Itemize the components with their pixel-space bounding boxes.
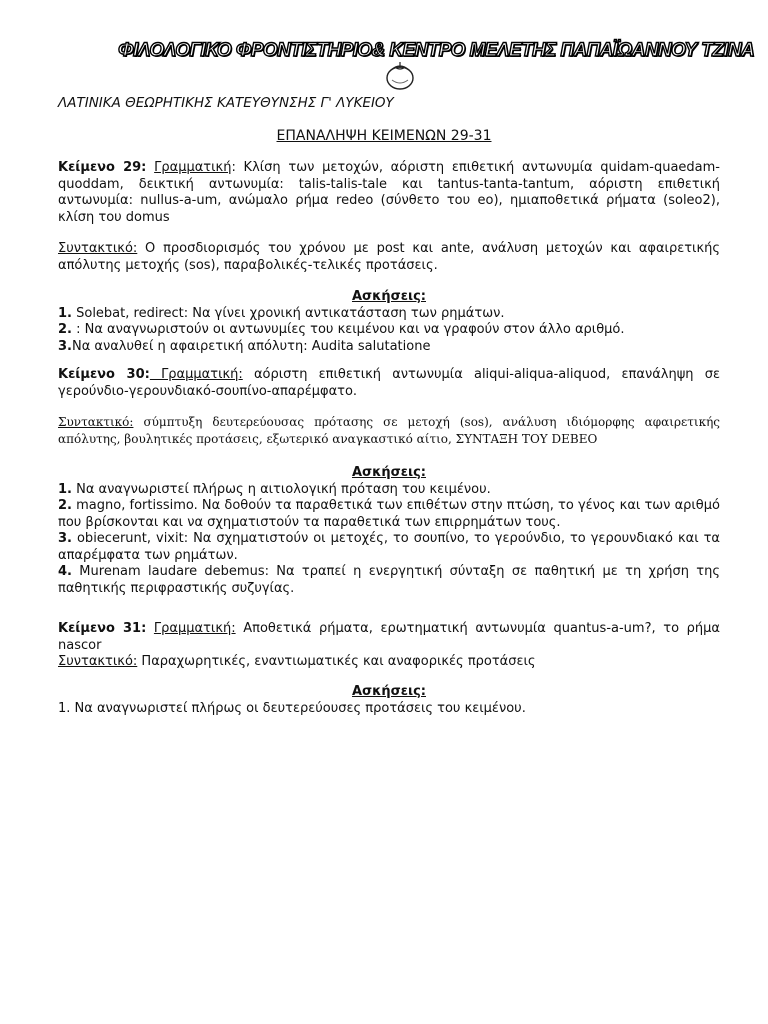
page-heading: ΕΠΑΝΑΛΗΨΗ ΚΕΙΜΕΝΩΝ 29-31	[276, 128, 492, 144]
text30-syntax-label: Συντακτικό:	[58, 415, 134, 429]
text29-syntax-text: Ο προσδιορισμός του χρόνου με post και ante, ανάλυση μετοχών και αφαιρετικής απόλυτης μετοχής (sos), παραβολικές-τελικές προτάσεις.	[58, 241, 720, 273]
text29-grammar	[58, 160, 720, 226]
text30-grammar-text: αόριστη επιθετική αντωνυμία aliqui-aliqua-aliquod, επανάληψη σε γερούνδιο-γερουνδιακό-σουπίνο-απαρέμφατο.	[58, 367, 720, 399]
course-subtitle: ΛΑΤΙΝΙΚΑ ΘΕΩΡΗΤΙΚΗΣ ΚΑΤΕΥΘΥΝΣΗΣ Γ' ΛΥΚΕΙΟΥ	[58, 95, 394, 111]
text31-syntax-label: Συντακτικό:	[58, 654, 138, 669]
text29-label: Κείμενο 29:	[58, 160, 147, 175]
text29-grammar-text: : Κλίση των μετοχών, αόριστη επιθετική αντωνυμία quidam-quaedam-quoddam, δεικτική αντωνυμία: talis-talis-tale και tantus-tanta-tantum, αόριστη επιθετική αντωνυμία: nullus-a-um, ανώμαλο ρήμα redeo (σύνθετο του eo), ημιαποθετικά ρήματα (soleo2), κλίση του domus	[58, 160, 720, 225]
banner-title: ΦΙΛΟΛΟΓΙΚΟ ΦΡΟΝΤΙΣΤΗΡΙΟ& ΚΕΝΤΡΟ ΜΕΛΕΤΗΣ ΠΑΠΑΪΩΑΝΝΟΥ ΤΖΙΝΑ	[118, 40, 755, 61]
text31-exercises-title: Ασκήσεις:	[351, 684, 426, 699]
text29-syntax-label: Συντακτικό:	[58, 241, 138, 256]
text31-grammar-text: Αποθετικά ρήματα, ερωτηματική αντωνυμία quantus-a-um?, το ρήμα nascor	[58, 621, 720, 653]
text31-grammar-label: Γραμματική:	[153, 621, 236, 636]
text31-label: Κείμενο 31:	[58, 621, 147, 636]
exercise-item: 2. magno, fortissimo. Να δοθούν τα παραθετικά των επιθέτων στην πτώση, το γένος και των αριθμό που βρίσκονται και να σχηματιστούν τα παραθετικά των επιρρημάτων τους.	[58, 498, 720, 530]
text29-exercises	[58, 289, 720, 355]
exercise-item: 3. obiecerunt, vixit: Να σχηματιστούν οι μετοχές, το σουπίνο, το γερούνδιο, το γερουνδιακό και τα απαρέμφατα των ρημάτων.	[58, 531, 720, 563]
exercise-item: 3.Να αναλυθεί η αφαιρετική απόλυτη: Audita salutatione	[58, 338, 431, 354]
text31-exercises	[58, 684, 720, 717]
text31-syntax-text: Παραχωρητικές, εναντιωματικές και αναφορικές προτάσεις	[137, 654, 536, 669]
text31-grammar	[58, 621, 720, 671]
text29-grammar-label: Γραμματική	[154, 160, 232, 175]
exercise-item: 2. : Να αναγνωριστούν οι αντωνυμίες του κειμένου και να γραφούν στον άλλο αριθμό.	[58, 322, 625, 337]
exercise-item: 4. Murenam laudare debemus: Να τραπεί η ενεργητική σύνταξη σε παθητική με τη χρήση της παθητικής περιφραστικής συζυγίας.	[58, 564, 720, 596]
text30-label: Κείμενο 30:	[58, 367, 150, 382]
text30-grammar-label: Γραμματική:	[149, 367, 243, 382]
text30-grammar	[58, 367, 720, 400]
exercise-item: 1. Solebat, redirect: Να γίνει χρονική αντικατάσταση των ρημάτων.	[58, 305, 505, 321]
text29-syntax	[58, 241, 720, 274]
exercise-item: 1. Να αναγνωριστεί πλήρως η αιτιολογική πρόταση του κειμένου.	[58, 481, 491, 497]
text30-exercises-title: Ασκήσεις:	[351, 465, 426, 480]
tomato-logo-icon	[382, 58, 418, 92]
exercise-item: 1. Να αναγνωριστεί πλήρως οι δευτερεύουσες προτάσεις του κειμένου.	[58, 700, 526, 716]
text30-syntax-text: σύμπτυξη δευτερεύουσας πρότασης σε μετοχή (sos), ανάλυση ιδιόμορφης αφαιρετικής απόλυτης, βουλητικές προτάσεις, εξωτερικό αναγκαστικό αίτιο, ΣΥΝΤΑΞΗ ΤΟΥ DEBEO	[58, 415, 720, 446]
text30-syntax	[58, 414, 720, 448]
text29-exercises-title: Ασκήσεις:	[351, 289, 426, 304]
text31-syntax	[58, 654, 720, 671]
text30-exercises	[58, 465, 720, 597]
